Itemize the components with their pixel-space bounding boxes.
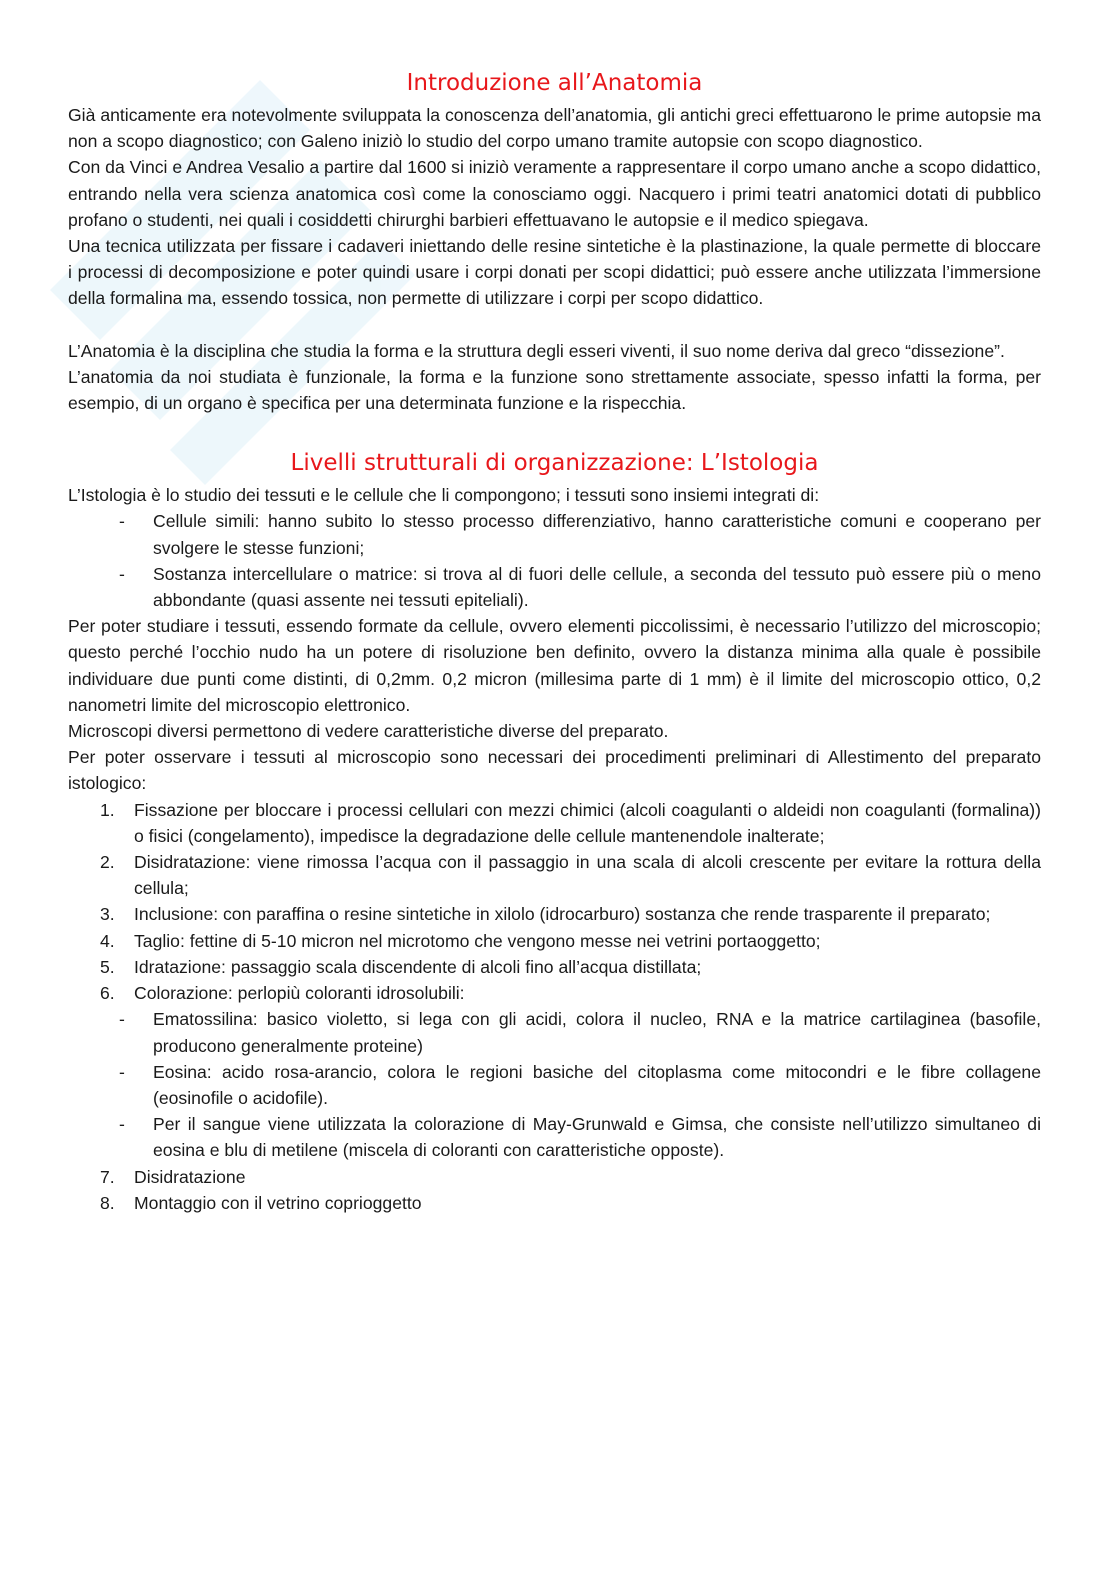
istologia-paragraph: Microscopi diversi permettono di vedere caratteristiche diverse del preparato. xyxy=(68,721,669,742)
step-number: 8. xyxy=(100,1192,115,1213)
istologia-paragraph: Per poter studiare i tessuti, essendo formate da cellule, ovvero elementi piccolissimi, è necessario l’utilizzo del microscopio; questo perché l’occhio nudo ha un potere di risoluzione ben definito, ovvero la distanza minima alla quale è possibile individuare due punti come distinti, di 0,2mm. 0,2 micron (millesima parte di 1 mm) è il limite del microscopio ottico, 0,2 nanometri limite del microscopio elettronico. xyxy=(68,616,1041,715)
step-text: Fissazione per bloccare i processi cellulari con mezzi chimici (alcoli coagulanti o aldeidi non coagulanti (formalina)) o fisici (congelamento), impedisce la degradazione delle cellule mantenendole inalterate; xyxy=(134,799,1041,846)
step-number: 5. xyxy=(100,956,115,977)
step-text: Inclusione: con paraffina o resine sintetiche in xilolo (idrocarburo) sostanza che rende trasparente il preparato; xyxy=(134,904,991,925)
step-text: Disidratazione: viene rimossa l’acqua con il passaggio in una scala di alcoli crescente per evitare la rottura della cellula; xyxy=(134,852,1041,899)
intro-paragraph: Con da Vinci e Andrea Vesalio a partire dal 1600 si iniziò veramente a rappresentare il corpo umano anche a scopo didattico, entrando nella vera scienza anatomica così come la conosciamo oggi. Nacquero i primi teatri anatomici dotati di pubblico profano o studenti, nei quali i cosiddetti chirurghi barbieri effettuavano le autopsie e il medico spiegava. xyxy=(68,157,1041,230)
intro-paragraph: Una tecnica utilizzata per fissare i cadaveri iniettando delle resine sintetiche è la plastinazione, la quale permette di bloccare i processi di decomposizione e poter quindi usare i corpi donati per scopi didattici; può essere anche utilizzata l’immersione della formalina ma, essendo tossica, non permette di utilizzare i corpi per scopo didattico. xyxy=(68,236,1041,309)
tissue-components-list xyxy=(68,508,1041,613)
list-item: - Per il sangue viene utilizzata la colorazione di May-Grunwald e Gimsa, che consiste nell’utilizzo simultaneo di eosina e blu di metilene (miscela di coloranti con caratteristiche opposte). xyxy=(153,1111,1041,1163)
list-item xyxy=(100,954,1041,980)
istologia-lead: L’Istologia è lo studio dei tessuti e le cellule che li compongono; i tessuti sono insiemi integrati di: xyxy=(68,485,820,506)
step-text: Taglio: fettine di 5-10 micron nel microtomo che vengono messe nei vetrini portaoggetto; xyxy=(134,930,821,951)
list-item xyxy=(100,849,1041,901)
preparation-steps-list xyxy=(68,797,1041,1216)
list-item xyxy=(100,1164,1041,1190)
istologia-paragraph: Per poter osservare i tessuti al microscopio sono necessari dei procedimenti preliminari di Allestimento del preparato istologico: xyxy=(68,747,1041,794)
intro-paragraph: L’anatomia da noi studiata è funzionale, la forma e la funzione sono strettamente associate, spesso infatti la forma, per esempio, di un organo è specifica per una determinata funzione e la rispecchia. xyxy=(68,366,1041,414)
list-item xyxy=(100,1190,1041,1216)
list-item xyxy=(100,980,1041,1163)
intro-paragraph: L’Anatomia è la disciplina che studia la forma e la struttura degli esseri viventi, il suo nome deriva dal greco “dissezione”. xyxy=(68,340,1005,361)
step-text: Idratazione: passaggio scala discendente di alcoli fino all’acqua distillata; xyxy=(134,956,702,977)
paragraph-spacer xyxy=(68,312,1041,338)
list-item xyxy=(100,928,1041,954)
intro-title: Introduzione all’Anatomia xyxy=(406,70,703,96)
step-number: 7. xyxy=(100,1166,115,1187)
step-number: 2. xyxy=(100,852,115,873)
stains-list xyxy=(134,1006,1041,1163)
step-text: Montaggio con il vetrino coprioggetto xyxy=(134,1192,422,1213)
intro-paragraph: Già anticamente era notevolmente sviluppata la conoscenza dell’anatomia, gli antichi greci effettuarono le prime autopsie ma non a scopo diagnostico; con Galeno iniziò lo studio del corpo umano tramite autopsie con scopo diagnostico. xyxy=(68,105,1041,152)
list-item: - Cellule simili: hanno subito lo stesso processo differenziativo, hanno caratteristiche comuni e cooperano per svolgere le stesse funzioni; xyxy=(153,508,1041,560)
step-number: 4. xyxy=(100,930,115,951)
list-item xyxy=(100,901,1041,927)
step-number: 3. xyxy=(100,904,115,925)
istologia-title: Livelli strutturali di organizzazione: L’Istologia xyxy=(290,450,819,477)
step-text: Colorazione: perlopiù coloranti idrosolubili: xyxy=(134,983,465,1004)
step-number: 6. xyxy=(100,983,115,1004)
list-item: - Ematossilina: basico violetto, si lega con gli acidi, colora il nucleo, RNA e la matrice cartilaginea (basofile, producono generalmente proteine) xyxy=(153,1006,1041,1058)
list-item: - Sostanza intercellulare o matrice: si trova al di fuori delle cellule, a seconda del tessuto può essere più o meno abbondante (quasi assente nei tessuti epiteliali). xyxy=(153,561,1041,613)
step-text: Disidratazione xyxy=(134,1166,246,1187)
list-item: - Eosina: acido rosa-arancio, colora le regioni basiche del citoplasma come mitocondri e le fibre collagene (eosinofile o acidofile). xyxy=(153,1059,1041,1111)
step-number: 1. xyxy=(100,799,115,820)
list-item xyxy=(100,797,1041,849)
